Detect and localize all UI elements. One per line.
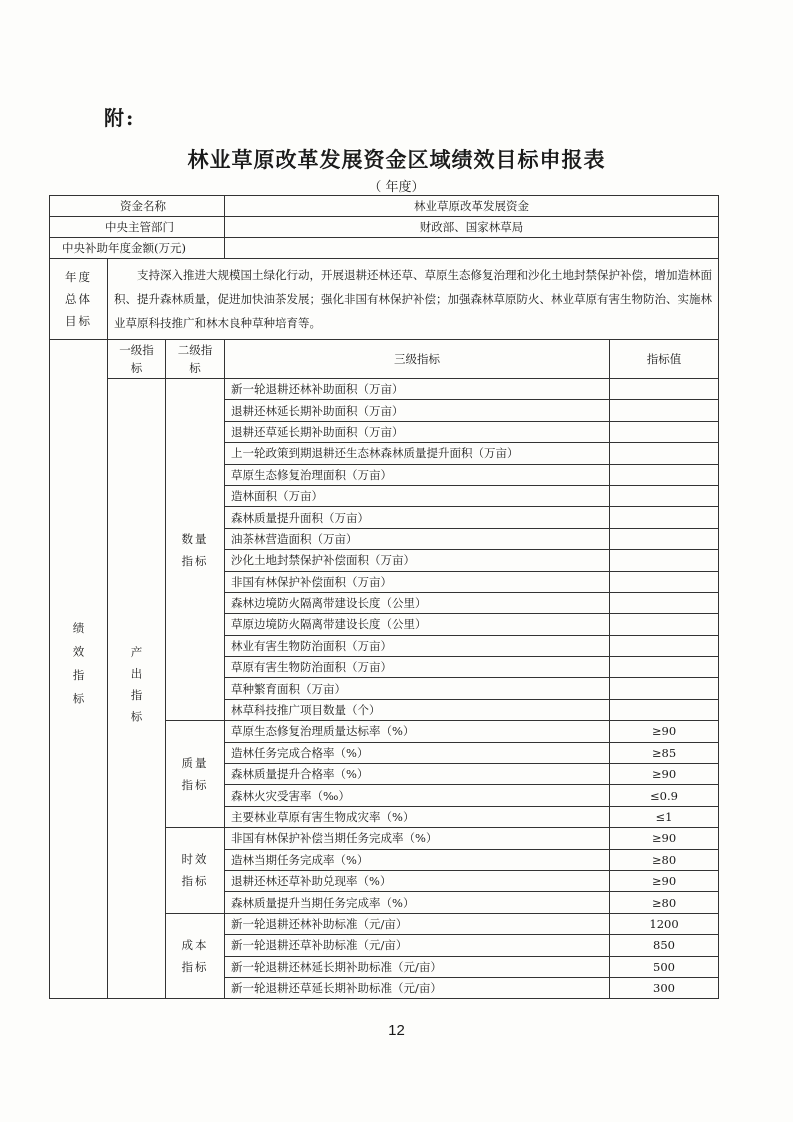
- dept-row: [50, 217, 719, 238]
- indicator-value: [610, 507, 719, 528]
- indicator-value: ≤0.9: [610, 785, 719, 806]
- indicator-value: ≤1: [610, 806, 719, 827]
- level3-indicator: 森林边境防火隔离带建设长度（公里）: [225, 592, 610, 613]
- fund-name-value: 林业草原改革发展资金: [225, 196, 719, 217]
- indicator-value: [610, 485, 719, 506]
- indicator-value: 300: [610, 977, 719, 998]
- level2-header: 二级指标: [166, 340, 225, 379]
- section-label: [50, 340, 108, 999]
- level3-indicator: 林草科技推广项目数量（个）: [225, 699, 610, 720]
- level3-indicator: 草原生态修复治理面积（万亩）: [225, 464, 610, 485]
- goal-label-line: 总体: [65, 292, 92, 306]
- level3-indicator: 主要林业草原有害生物成灾率（%）: [225, 806, 610, 827]
- amount-label: 中央补助年度金额(万元): [50, 238, 225, 259]
- indicator-value: ≥80: [610, 892, 719, 913]
- indicator-value: [610, 635, 719, 656]
- indicator-value: [610, 657, 719, 678]
- level3-indicator: 造林任务完成合格率（%）: [225, 742, 610, 763]
- level3-indicator: 造林面积（万亩）: [225, 485, 610, 506]
- indicator-value: [610, 464, 719, 485]
- level3-indicator: 林业有害生物防治面积（万亩）: [225, 635, 610, 656]
- level3-indicator: 新一轮退耕还林补助面积（万亩）: [225, 379, 610, 400]
- goal-label-line: 年度: [65, 270, 92, 284]
- level2-label-text: 成本指标: [181, 938, 209, 975]
- goal-row: [50, 259, 719, 340]
- level3-indicator: 退耕还林还草补助兑现率（%）: [225, 870, 610, 891]
- level2-label: [166, 828, 225, 914]
- level3-indicator: 退耕还林延长期补助面积（万亩）: [225, 400, 610, 421]
- indicator-value: ≥85: [610, 742, 719, 763]
- dept-value: 财政部、国家林草局: [225, 217, 719, 238]
- value-header: 指标值: [610, 340, 719, 379]
- indicator-value: ≥90: [610, 721, 719, 742]
- level3-header: 三级指标: [225, 340, 610, 379]
- indicator-value: 500: [610, 956, 719, 977]
- indicator-value: [610, 443, 719, 464]
- level3-indicator: 新一轮退耕还草延长期补助标准（元/亩）: [225, 977, 610, 998]
- level3-indicator: 新一轮退耕还草补助标准（元/亩）: [225, 935, 610, 956]
- level2-label-text: 时效指标: [181, 852, 209, 889]
- fund-name-label: 资金名称: [50, 196, 225, 217]
- indicator-value: ≥80: [610, 849, 719, 870]
- indicator-value: [610, 699, 719, 720]
- level3-indicator: 森林质量提升合格率（%）: [225, 764, 610, 785]
- level3-indicator: 森林火灾受害率（‰）: [225, 785, 610, 806]
- section-label-text: 绩效指标: [71, 622, 86, 717]
- indicator-value: [610, 379, 719, 400]
- level3-indicator: 造林当期任务完成率（%）: [225, 849, 610, 870]
- indicator-value: [610, 614, 719, 635]
- indicator-value: 850: [610, 935, 719, 956]
- level3-indicator: 沙化土地封禁保护补偿面积（万亩）: [225, 550, 610, 571]
- indicator-value: [610, 550, 719, 571]
- indicator-value: 1200: [610, 913, 719, 934]
- level3-indicator: 上一轮政策到期退耕还生态林森林质量提升面积（万亩）: [225, 443, 610, 464]
- indicator-row: [50, 379, 719, 400]
- goal-label-line: 目标: [65, 314, 92, 328]
- amount-value: [225, 238, 719, 259]
- indicator-value: ≥90: [610, 828, 719, 849]
- level1-label-text: 产出指标: [129, 645, 144, 732]
- level1-label: [108, 379, 166, 999]
- indicator-value: ≥90: [610, 870, 719, 891]
- indicator-value: [610, 421, 719, 442]
- indicator-value: [610, 528, 719, 549]
- level2-label-text: 质量指标: [181, 756, 209, 793]
- page-number: 12: [388, 1022, 405, 1039]
- level2-label-text: 数量指标: [181, 531, 209, 568]
- dept-label: 中央主管部门: [50, 217, 225, 238]
- indicator-value: [610, 678, 719, 699]
- level3-indicator: 新一轮退耕还林延长期补助标准（元/亩）: [225, 956, 610, 977]
- goal-label: [50, 259, 108, 340]
- indicator-header-row: [50, 340, 719, 379]
- level3-indicator: 草种繁育面积（万亩）: [225, 678, 610, 699]
- goal-text: 支持深入推进大规模国土绿化行动，开展退耕还林还草、草原生态修复治理和沙化土地封禁保护补偿，增加造林面积、提升森林质量，促进加快油茶发展；强化非国有林保护补偿；加强森林草原防火、林业草原有害生物防治、实施林业草原科技推广和林木良种草种培育等。: [108, 259, 719, 340]
- level3-indicator: 油茶林营造面积（万亩）: [225, 528, 610, 549]
- level3-indicator: 草原边境防火隔离带建设长度（公里）: [225, 614, 610, 635]
- attachment-label: 附:: [104, 106, 136, 130]
- level3-indicator: 非国有林保护补偿面积（万亩）: [225, 571, 610, 592]
- level1-header: 一级指标: [108, 340, 166, 379]
- indicator-value: [610, 400, 719, 421]
- level3-indicator: 森林质量提升当期任务完成率（%）: [225, 892, 610, 913]
- level3-indicator: 森林质量提升面积（万亩）: [225, 507, 610, 528]
- fund-name-row: [50, 196, 719, 217]
- level2-label: [166, 913, 225, 999]
- amount-row: [50, 238, 719, 259]
- level3-indicator: 非国有林保护补偿当期任务完成率（%）: [225, 828, 610, 849]
- page-title: 林业草原改革发展资金区域绩效目标申报表: [187, 147, 606, 172]
- level3-indicator: 退耕还草延长期补助面积（万亩）: [225, 421, 610, 442]
- level2-label: [166, 721, 225, 828]
- level3-indicator: 草原生态修复治理质量达标率（%）: [225, 721, 610, 742]
- indicator-value: [610, 571, 719, 592]
- indicator-value: ≥90: [610, 764, 719, 785]
- target-table: [49, 195, 719, 999]
- level3-indicator: 新一轮退耕还林补助标准（元/亩）: [225, 913, 610, 934]
- level3-indicator: 草原有害生物防治面积（万亩）: [225, 657, 610, 678]
- year-label: （ 年度）: [368, 180, 425, 195]
- indicator-value: [610, 592, 719, 613]
- level2-label: [166, 379, 225, 721]
